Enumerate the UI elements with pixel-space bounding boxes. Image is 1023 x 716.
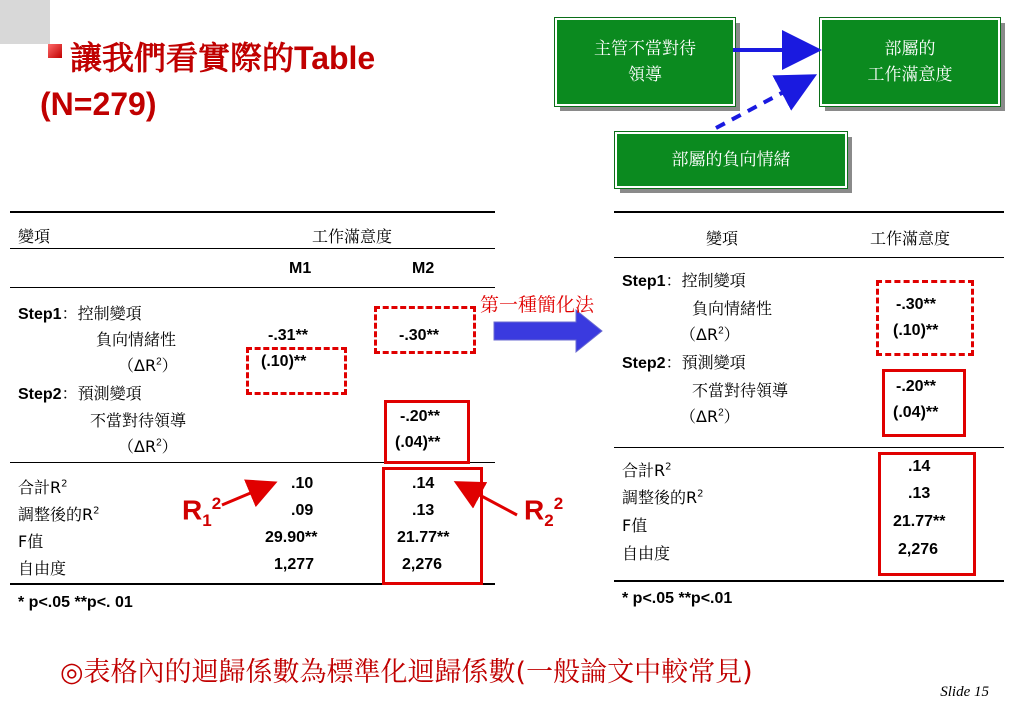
left-abuse-m2: -.20** xyxy=(400,408,441,425)
left-m1-df: 1,277 xyxy=(274,556,315,573)
right-table-bottom-rule xyxy=(614,580,1004,582)
left-header-m2: M2 xyxy=(412,260,435,277)
right-dr2-step2-value: (.04)** xyxy=(893,404,939,421)
job-satisfaction-box: 部屬的 工作滿意度 xyxy=(820,18,1000,106)
r1-arrow xyxy=(222,484,272,505)
leader-abuse-box: 主管不當對待 領導 xyxy=(555,18,735,106)
left-m1-total-r2: .10 xyxy=(291,475,314,492)
right-table-top-rule xyxy=(614,211,1004,213)
right-table-rule xyxy=(614,257,1004,258)
right-significance-note: * p<.05 **p<.01 xyxy=(622,590,733,607)
simplify-label: 第一種簡化法 xyxy=(480,294,595,316)
right-df-label: 自由度 xyxy=(622,544,671,563)
left-header-dv: 工作滿意度 xyxy=(312,227,393,246)
left-header-m1: M1 xyxy=(289,260,312,277)
right-dr2-step1-label: $(\Delta R^2)$ xyxy=(680,325,740,344)
right-abuse-value: -.20** xyxy=(896,378,937,395)
right-neg-emotion-label: 負向情緒性 xyxy=(692,299,773,318)
left-table-rule xyxy=(10,287,495,288)
left-dr2-step1-highlight xyxy=(246,347,347,395)
right-total-r2-label: 合計$R^2$ xyxy=(622,461,672,480)
right-step2-label: Step2：預測變項 xyxy=(622,353,746,372)
right-fit-highlight xyxy=(878,452,976,576)
left-m1-f: 29.90** xyxy=(265,529,318,546)
r2-squared-label: $R_2^2$ xyxy=(524,494,564,530)
left-m2-adj-r2: .13 xyxy=(412,502,435,519)
left-dr2-step2-label: $(\Delta R^2)$ xyxy=(118,437,178,456)
left-adj-r2-label: 調整後的$R^2$ xyxy=(18,505,100,524)
bottom-note: ◎表格內的迴歸係數為標準化迴歸係數(一般論文中較常見) xyxy=(60,657,753,688)
left-header-variable: 變項 xyxy=(18,227,51,246)
left-f-label: F值 xyxy=(18,532,44,551)
left-neg-m1: -.31** xyxy=(268,327,309,344)
left-m2-fit-highlight xyxy=(382,467,483,585)
right-df: 2,276 xyxy=(898,541,939,558)
left-m2-total-r2: .14 xyxy=(412,475,435,492)
left-table-rule xyxy=(10,248,495,249)
left-neg-emotion-label: 負向情緒性 xyxy=(96,330,177,349)
left-step1-label: Step1：控制變項 xyxy=(18,304,142,323)
slide-title: 讓我們看實際的Table xyxy=(70,39,376,77)
left-significance-note: * p<.05 **p<. 01 xyxy=(18,594,133,611)
left-dr2-step2-value: (.04)** xyxy=(395,434,441,451)
left-df-label: 自由度 xyxy=(18,559,67,578)
slide-title-sample-size: (N=279) xyxy=(40,86,157,122)
right-step1-label: Step1：控制變項 xyxy=(622,271,746,290)
left-m2-df: 2,276 xyxy=(402,556,443,573)
left-table-top-rule xyxy=(10,211,495,213)
right-header-dv: 工作滿意度 xyxy=(870,229,951,248)
left-total-r2-label: 合計$R^2$ xyxy=(18,478,68,497)
right-dr2-step2-label: $(\Delta R^2)$ xyxy=(680,407,740,426)
right-neg-value: -.30** xyxy=(896,296,937,313)
right-table-rule xyxy=(614,447,1004,448)
slide-number: Slide 15 xyxy=(940,684,989,700)
left-dr2-step1-value: (.10)** xyxy=(261,353,307,370)
right-abuse-label: 不當對待領導 xyxy=(692,381,789,400)
moderation-arrow xyxy=(716,78,810,128)
left-step2-highlight xyxy=(384,400,470,464)
right-dr2-step1-value: (.10)** xyxy=(893,322,939,339)
negative-affect-box: 部屬的負向情緒 xyxy=(615,132,847,188)
right-total-r2: .14 xyxy=(908,458,931,475)
left-step2-label: Step2：預測變項 xyxy=(18,384,142,403)
right-step2-highlight xyxy=(882,369,966,437)
left-abuse-label: 不當對待領導 xyxy=(90,411,187,430)
left-dr2-step1-label: $(\Delta R^2)$ xyxy=(118,356,178,375)
left-m1-adj-r2: .09 xyxy=(291,502,314,519)
right-f: 21.77** xyxy=(893,513,946,530)
left-m2-f: 21.77** xyxy=(397,529,450,546)
right-header-variable: 變項 xyxy=(706,229,739,248)
left-neg-m2-highlight xyxy=(374,306,476,354)
right-step1-highlight xyxy=(876,280,974,356)
right-adj-r2-label: 調整後的$R^2$ xyxy=(622,488,704,507)
left-neg-m2: -.30** xyxy=(399,327,440,344)
right-adj-r2: .13 xyxy=(908,485,931,502)
right-f-label: F值 xyxy=(622,516,648,535)
r1-squared-label: $R_1^2$ xyxy=(182,494,222,530)
